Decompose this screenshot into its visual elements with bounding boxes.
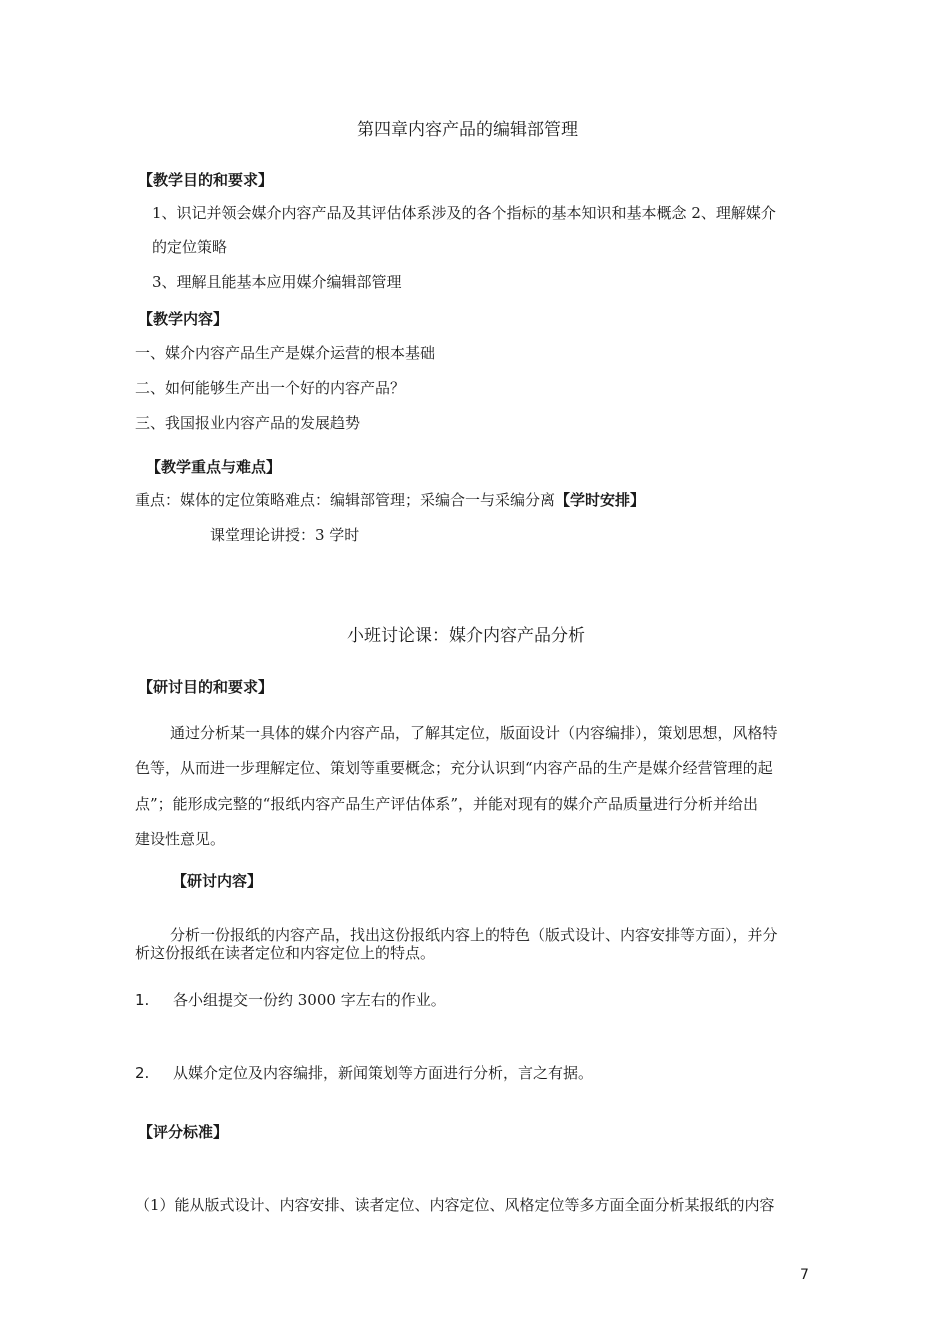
objective-1-line-1: 1、识记并领会媒介内容产品及其评估体系涉及的各个指标的基本知识和基本概念 2、理解媒介 <box>152 204 776 222</box>
content-item-2: 二、如何能够生产出一个好的内容产品？ <box>135 379 406 397</box>
task-2-number: 2. <box>135 1064 150 1082</box>
keypoints-line <box>135 490 645 510</box>
grading-heading: 【评分标准】 <box>138 1123 229 1141</box>
keypoints-text: 重点：媒体的定位策略难点：编辑部管理；采编合一与采编分离 <box>135 491 556 509</box>
seminar-goals-line-3: 点”；能形成完整的“报纸内容产品生产评估体系”，并能对现有的媒介产品质量进行分析并给出 <box>135 795 759 813</box>
content-item-1: 一、媒介内容产品生产是媒介运营的根本基础 <box>135 344 436 362</box>
seminar-goals-heading: 【研讨目的和要求】 <box>138 678 274 696</box>
objectives-heading: 【教学目的和要求】 <box>138 171 274 189</box>
seminar-content-heading: 【研讨内容】 <box>172 872 263 890</box>
schedule-heading: 【学时安排】 <box>555 491 646 509</box>
page-number: 7 <box>800 1267 809 1283</box>
grading-item-1: （1）能从版式设计、内容安排、读者定位、内容定位、风格定位等多方面全面分析某报纸的内容 <box>135 1196 775 1214</box>
objective-1-line-2: 的定位策略 <box>152 238 228 256</box>
task-1-number: 1. <box>135 991 150 1009</box>
seminar-content-line-1: 分析一份报纸的内容产品，找出这份报纸内容上的特色（版式设计、内容安排等方面），并分 <box>170 926 778 944</box>
seminar-goals-line-2: 色等，从而进一步理解定位、策划等重要概念；充分认识到“内容产品的生产是媒介经营管理的起 <box>135 759 773 777</box>
seminar-goals-line-4: 建设性意见。 <box>135 830 226 848</box>
keypoints-heading: 【教学重点与难点】 <box>146 458 282 476</box>
objective-3: 3、理解且能基本应用媒介编辑部管理 <box>152 273 402 291</box>
seminar-title: 小班讨论课：媒介内容产品分析 <box>347 626 585 646</box>
seminar-content-line-2: 析这份报纸在读者定位和内容定位上的特点。 <box>135 944 436 962</box>
task-1-text: 各小组提交一份约 3000 字左右的作业。 <box>173 991 446 1009</box>
task-2-text: 从媒介定位及内容编排，新闻策划等方面进行分析，言之有据。 <box>173 1064 594 1082</box>
seminar-goals-line-1: 通过分析某一具体的媒介内容产品，了解其定位，版面设计（内容编排），策划思想，风格特 <box>170 724 778 742</box>
content-item-3: 三、我国报业内容产品的发展趋势 <box>135 414 361 432</box>
chapter-title: 第四章内容产品的编辑部管理 <box>357 120 578 140</box>
content-heading: 【教学内容】 <box>138 310 229 328</box>
schedule-text: 课堂理论讲授：3 学时 <box>210 526 360 544</box>
